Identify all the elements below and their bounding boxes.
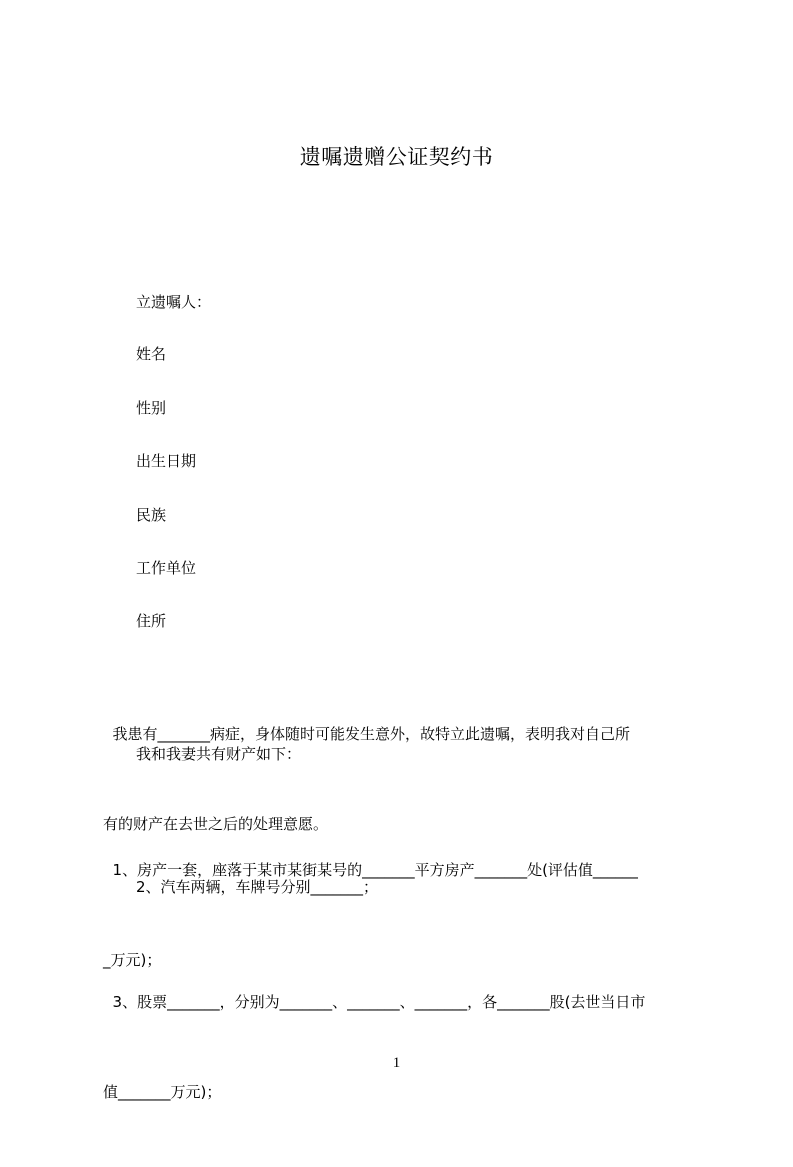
paragraph-joint-property: 我和我妻共有财产如下： [136,745,302,763]
page-number: 1 [392,1055,401,1071]
paragraph-line: 有的财产在去世之后的处理意愿。 [103,815,329,833]
paragraph-line: 3、股票_______，分别为_______、_______、_______，各_______股(去世当日市 [103,993,646,1011]
field-residence: 住所 [136,612,167,630]
paragraph-line: 值_______万元)； [103,1083,222,1101]
paragraph-item-2: 2、汽车两辆，车牌号分别_______； [136,878,379,896]
field-ethnicity: 民族 [136,506,167,524]
field-name: 姓名 [136,345,167,363]
paragraph-item-3 [103,927,703,1167]
paragraph-line: _万元)； [103,951,162,969]
document-title: 遗嘱遗赠公证契约书 [299,145,494,169]
field-testator: 立遗嘱人： [136,293,212,311]
paragraph-line: 1、房产一套，座落于某市某街某号的_______平方房产_______处(评估值______ [103,861,638,879]
field-workplace: 工作单位 [136,559,197,577]
paragraph-line: 我患有_______病症，身体随时可能发生意外，故特立此遗嘱，表明我对自己所 [103,725,631,743]
field-birth-date: 出生日期 [136,452,197,470]
field-gender: 性别 [136,399,167,417]
